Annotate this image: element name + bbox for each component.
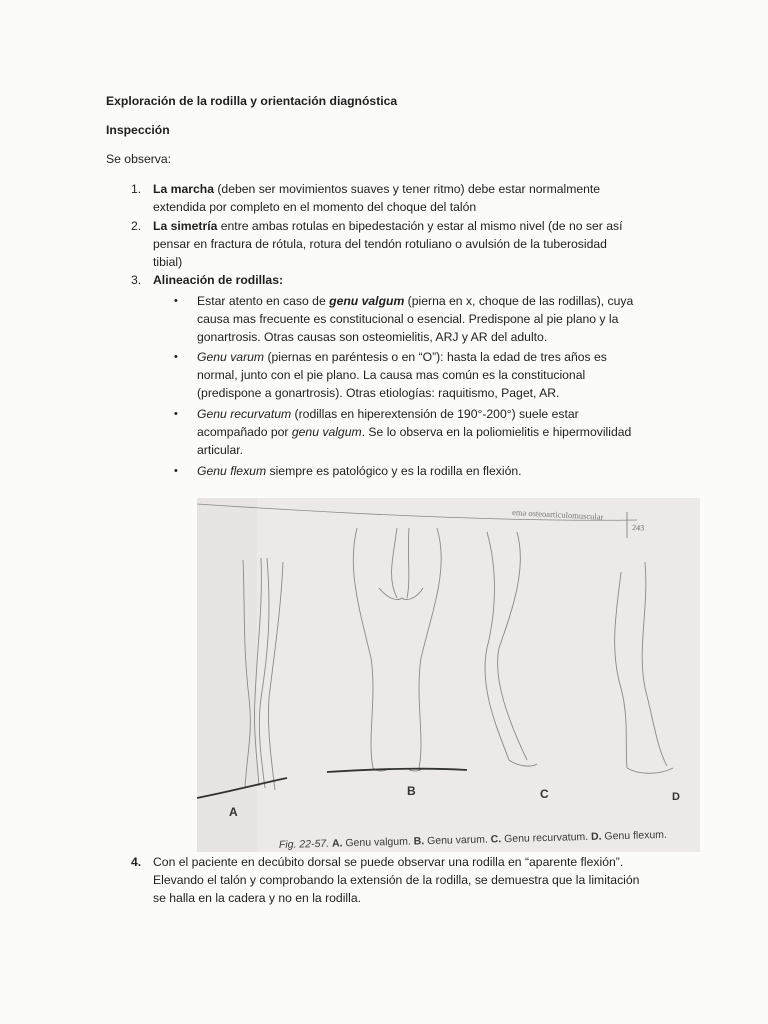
figure-drawing — [197, 498, 700, 852]
knee-alignment-figure — [197, 498, 700, 852]
bullet-2-line-2: normal, junto con el pie plano. La causa mas común es la constitucional — [197, 368, 586, 382]
figure-caption: Fig. 22-57. A. Genu valgum. B. Genu varum. C. Genu recurvatum. D. Genu flexum. — [278, 828, 668, 851]
item-2-line-2: pensar en fractura de rótula, rotura del tendón rotuliano o avulsión de la tuberosidad — [153, 237, 607, 251]
bullet-2-line-3: (predispone a gonartrosis). Otras etiologías: raquitismo, Paget, AR. — [197, 386, 560, 400]
item-4-line-2: Elevando el talón y comprobando la extensión de la rodilla, se demuestra que la limitación — [153, 873, 640, 887]
document-title: Exploración de la rodilla y orientación diagnóstica — [106, 94, 398, 108]
item-1-line-2: extendida por completo en el momento del choque del talón — [153, 200, 477, 214]
bullet-3-line-2: acompañado por genu valgum. Se lo observa en la poliomielitis e hipermovilidad — [197, 425, 632, 439]
item-2-number: 2. — [131, 219, 142, 233]
section-heading: Inspección — [106, 123, 170, 137]
bullet-2-line-1: Genu varum (piernas en paréntesis o en “O”): hasta la edad de tres años es — [197, 350, 607, 364]
figure-page-number: 243 — [631, 523, 645, 533]
bullet-3-line-3: articular. — [197, 443, 244, 457]
bullet-1-line-1: Estar atento en caso de genu valgum (pierna en x, choque de las rodillas), cuya — [197, 294, 634, 308]
bullet-dot: • — [174, 351, 178, 363]
item-4-line-1: Con el paciente en decúbito dorsal se puede observar una rodilla en “aparente flexión”. — [153, 855, 624, 869]
item-4-number: 4. — [131, 855, 142, 869]
item-4-line-3: se halla en la cadera y no en la rodilla. — [153, 891, 361, 905]
figure-label-d: D — [672, 791, 680, 803]
figure-header-text: ema osteoarticulomuscular — [511, 507, 604, 522]
item-3-number: 3. — [131, 273, 142, 287]
figure-label-a: A — [229, 805, 238, 819]
figure-label-c: C — [540, 787, 549, 801]
item-2-line-1: La simetría entre ambas rotulas en bipedestación y estar al mismo nivel (de no ser así — [153, 219, 623, 233]
item-3-heading: Alineación de rodillas: — [153, 273, 284, 287]
bullet-dot: • — [174, 465, 178, 477]
intro-text: Se observa: — [106, 152, 172, 166]
item-2-line-3: tibial) — [153, 255, 183, 269]
item-1-number: 1. — [131, 182, 142, 196]
bullet-dot: • — [174, 408, 178, 420]
bullet-1-line-3: gonartrosis. Otras causas son osteomielitis, ARJ y AR del adulto. — [197, 330, 548, 344]
figure-label-b: B — [407, 784, 416, 798]
item-1-line-1: La marcha (deben ser movimientos suaves y tener ritmo) debe estar normalmente — [153, 182, 601, 196]
bullet-4-line-1: Genu flexum siempre es patológico y es la rodilla en flexión. — [197, 464, 522, 478]
bullet-3-line-1: Genu recurvatum (rodillas en hiperextensión de 190°-200°) suele estar — [197, 407, 579, 421]
bullet-1-line-2: causa mas frecuente es constitucional o esencial. Predispone al pie plano y la — [197, 312, 619, 326]
bullet-dot: • — [174, 295, 178, 307]
